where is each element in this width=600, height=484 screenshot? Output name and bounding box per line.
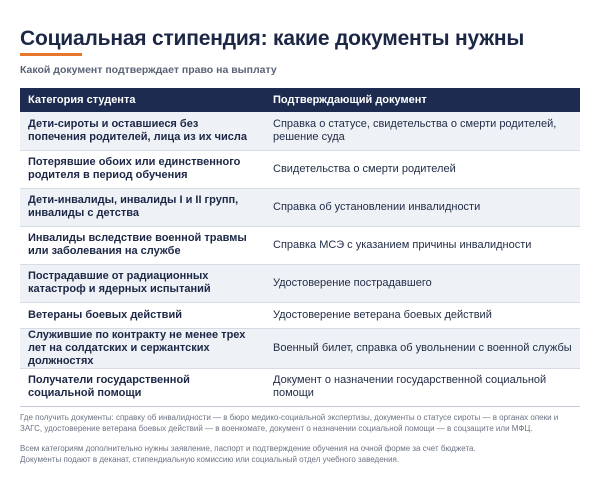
category-cell: Получатели государственной социальной помощи (20, 368, 265, 406)
title-accent-bar (20, 53, 82, 56)
category-cell: Потерявшие обоих или единственного родителя в период обучения (20, 150, 265, 188)
category-cell: Пострадавшие от радиационных катастроф и ядерных испытаний (20, 264, 265, 302)
category-cell: Дети-инвалиды, инвалиды I и II групп, инвалиды с детства (20, 188, 265, 226)
document-cell: Военный билет, справка об увольнении с военной службы (265, 328, 580, 368)
table-header-row (20, 88, 580, 112)
column-header-document: Подтверждающий документ (265, 88, 580, 112)
document-cell: Свидетельства о смерти родителей (265, 150, 580, 188)
table-row (20, 188, 580, 226)
table-row (20, 328, 580, 368)
footnote-all-categories: Всем категориям дополнительно нужны заявление, паспорт и подтверждение обучения на очной форме за счет бюджета. (20, 444, 476, 453)
document-cell: Справка о статусе, свидетельства о смерти родителей, решение суда (265, 112, 580, 150)
documents-table (20, 88, 580, 407)
table-row (20, 264, 580, 302)
document-cell: Справка об установлении инвалидности (265, 188, 580, 226)
document-cell: Документ о назначении государственной социальной помощи (265, 368, 580, 406)
page-title: Социальная стипендия: какие документы нужны (20, 27, 525, 50)
column-header-category: Категория студента (20, 88, 265, 112)
table-row (20, 302, 580, 328)
footnote-where-to-get: Где получить документы: справку об инвалидности — в бюро медико-социальной экспертизы, документы о статусе сироты — в органах опеки и ЗАГС, удостоверение ветерана боевых действий — в военкомате, документ о назначении социальной помощи — в соцзащите или МФЦ. (20, 413, 559, 433)
table-row (20, 112, 580, 150)
table-row (20, 368, 580, 406)
page-subtitle: Какой документ подтверждает право на выплату (20, 64, 277, 76)
document-cell: Справка МСЭ с указанием причины инвалидности (265, 226, 580, 264)
footnote-submit: Документы подают в деканат, стипендиальную комиссию или социальный отдел учебного заведения. (20, 455, 400, 464)
category-cell: Дети-сироты и оставшиеся без попечения родителей, лица из их числа (20, 112, 265, 150)
category-cell: Служившие по контракту не менее трех лет на солдатских и сержантских должностях (20, 328, 265, 368)
document-cell: Удостоверение пострадавшего (265, 264, 580, 302)
category-cell: Ветераны боевых действий (20, 302, 265, 328)
footnote-general (20, 443, 580, 465)
table-row (20, 150, 580, 188)
document-cell: Удостоверение ветерана боевых действий (265, 302, 580, 328)
category-cell: Инвалиды вследствие военной травмы или заболевания на службе (20, 226, 265, 264)
table-row (20, 226, 580, 264)
